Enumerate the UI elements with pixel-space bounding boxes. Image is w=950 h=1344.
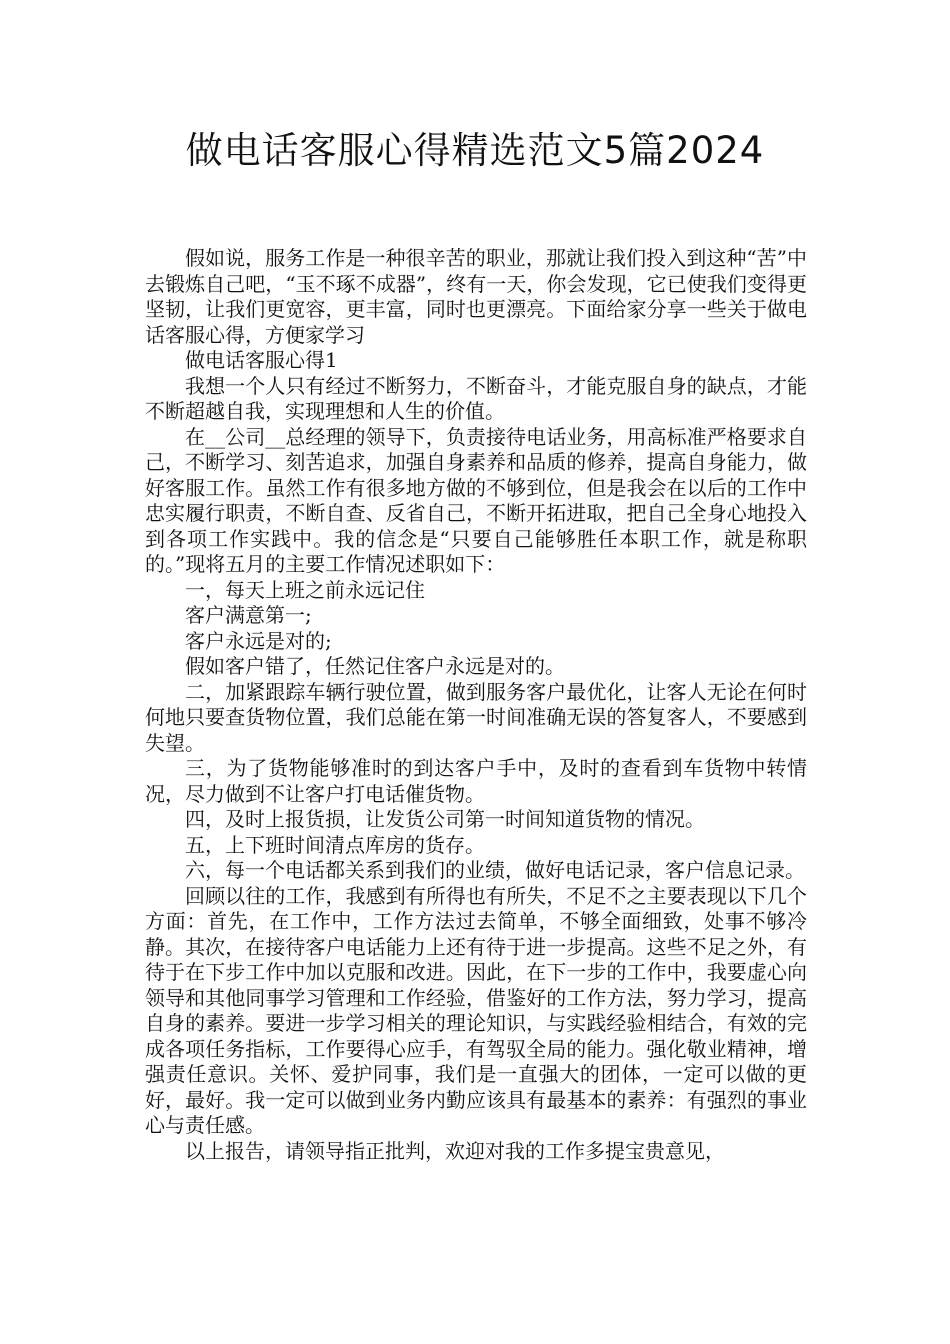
paragraph: 我想一个人只有经过不断努力，不断奋斗，才能克服自身的缺点，才能不断超越自我，实现理想和人生的价值。: [145, 373, 807, 423]
paragraph: 回顾以往的工作，我感到有所得也有所失，不足不之主要表现以下几个方面：首先，在工作中，工作方法过去简单，不够全面细致，处事不够冷静。其次，在接待客户电话能力上还有待于进一步提高。这些不足之外，有待于在下步工作中加以克服和改进。因此，在下一步的工作中，我要虚心向领导和其他同事学习管理和工作经验，借鉴好的工作方法，努力学习，提高自身的素养。要进一步学习相关的理论知识，与实践经验相结合，有效的完成各项任务指标，工作要得心应手，有驾驭全局的能力。强化敬业精神，增强责任意识。关怀、爱护同事，我们是一直强大的团体，一定可以做的更好，最好。我一定可以做到业务内勤应该具有最基本的素养：有强烈的事业心与责任感。: [145, 883, 807, 1137]
list-item: 二，加紧跟踪车辆行驶位置，做到服务客户最优化，让客人无论在何时何地只要查货物位置，我们总能在第一时间准确无误的答复客人，不要感到失望。: [145, 679, 807, 755]
list-item: 四，及时上报货损，让发货公司第一时间知道货物的情况。: [185, 807, 705, 831]
paragraph: 在__公司__总经理的领导下，负责接待电话业务，用高标准严格要求自己，不断学习、刻苦追求，加强自身素养和品质的修养，提高自身能力，做好客服工作。虽然工作有很多地方做的不够到位，但是我会在以后的工作中忠实履行职责，不断自查、反省自己，不断开拓进取，把自己全身心地投入到各项工作实践中。我的信念是“只要自己能够胜任本职工作，就是称职的。”现将五月的主要工作情况述职如下：: [145, 424, 807, 576]
document-body: [145, 246, 807, 1164]
document-title: 做电话客服心得精选范文5篇2024: [185, 129, 765, 172]
list-item: 三，为了货物能够准时的到达客户手中，及时的查看到车货物中转情况，尽力做到不让客户打电话催货物。: [145, 756, 807, 806]
list-item: 五，上下班时间清点库房的货存。: [185, 832, 485, 857]
section-heading: 做电话客服心得1: [185, 348, 338, 372]
list-item: 客户永远是对的;: [185, 628, 332, 653]
list-item: 假如客户错了，任然记住客户永远是对的。: [185, 654, 565, 678]
paragraph: 以上报告，请领导指正批判，欢迎对我的工作多提宝贵意见，: [185, 1138, 725, 1163]
list-item: 六，每一个电话都关系到我们的业绩，做好电话记录，客户信息记录。: [185, 858, 805, 882]
paragraph-intro: 假如说，服务工作是一种很辛苦的职业，那就让我们投入到这种“苦”中去锻炼自己吧，“玉不琢不成器”，终有一天，你会发现，它已使我们变得更坚韧，让我们更宽容，更丰富，同时也更漂亮。下面给家分享一些关于做电话客服心得，方便家学习: [145, 246, 807, 347]
list-item: 一，每天上班之前永远记住: [185, 577, 425, 602]
list-item: 客户满意第一;: [185, 603, 312, 627]
